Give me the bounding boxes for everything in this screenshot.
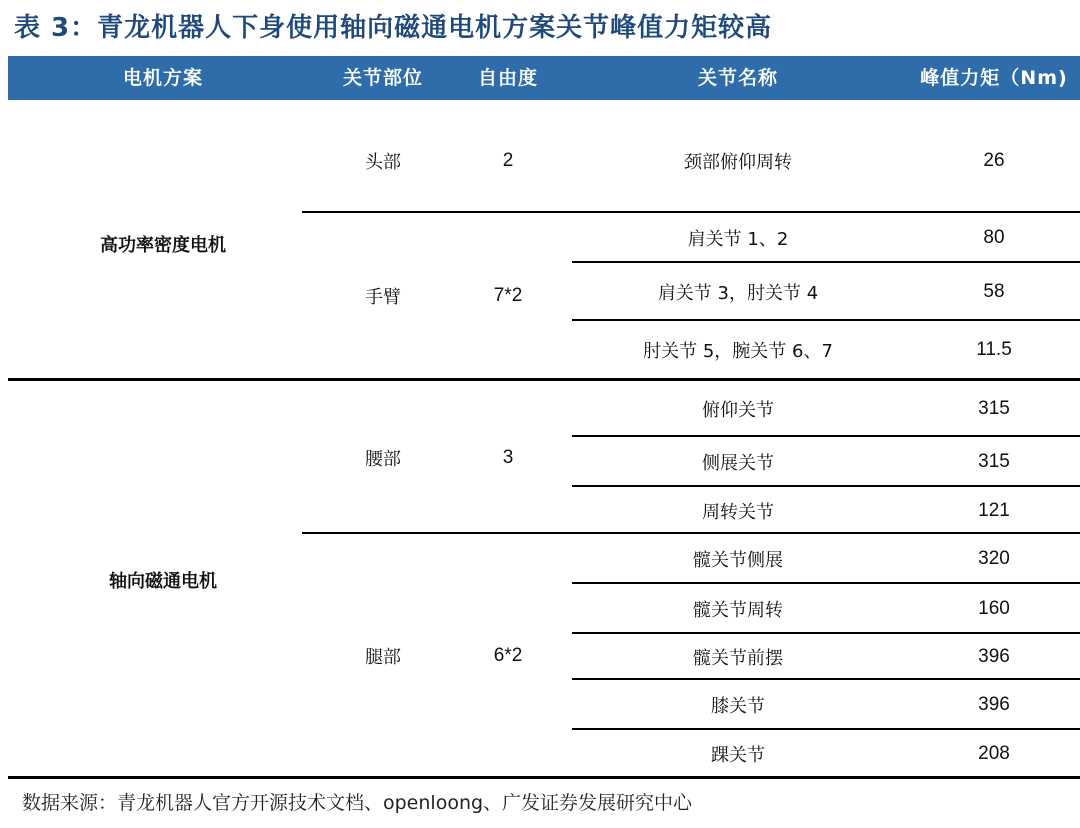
col-header-joint-part: 关节部位 — [342, 67, 423, 89]
row-divider — [572, 319, 1080, 321]
col-header-joint-name: 关节名称 — [697, 67, 778, 89]
dof-head: 2 — [502, 150, 514, 171]
part-leg: 腿部 — [365, 647, 401, 668]
section-divider — [8, 378, 1080, 381]
row-divider — [572, 261, 1080, 263]
table-header — [8, 56, 1080, 100]
joint-name: 周转关节 — [702, 501, 774, 523]
motor-scheme-high-power: 高功率密度电机 — [100, 235, 226, 256]
peak-torque: 11.5 — [976, 339, 1012, 360]
joint-name: 踝关节 — [711, 745, 765, 766]
row-divider — [572, 728, 1080, 730]
dof-waist: 3 — [502, 446, 514, 468]
peak-torque: 58 — [983, 281, 1005, 302]
joint-name: 髋关节前摆 — [693, 648, 783, 669]
joint-name: 侧展关节 — [702, 453, 774, 474]
motor-scheme-axial-flux: 轴向磁通电机 — [109, 570, 217, 592]
part-arm: 手臂 — [365, 287, 401, 308]
joint-name: 髋关节侧展 — [693, 550, 783, 571]
peak-torque: 315 — [978, 451, 1010, 472]
row-divider — [572, 678, 1080, 680]
row-divider — [572, 435, 1080, 437]
table-title: 表 3：青龙机器人下身使用轴向磁通电机方案关节峰值力矩较高 — [14, 13, 773, 43]
peak-torque: 208 — [978, 743, 1010, 764]
col-header-dof: 自由度 — [477, 67, 538, 89]
joint-name: 髋关节周转 — [693, 600, 783, 621]
peak-torque: 121 — [978, 499, 1010, 521]
col-header-peak-torque: 峰值力矩（Nm) — [920, 67, 1068, 89]
joint-name: 肩关节 3，肘关节 4 — [657, 283, 819, 304]
joint-name: 颈部俯仰周转 — [684, 152, 792, 173]
peak-torque: 26 — [983, 150, 1005, 171]
source-note: 数据来源：青龙机器人官方开源技术文档、openloong、广发证券发展研究中心 — [22, 792, 693, 814]
joint-name: 俯仰关节 — [702, 400, 774, 421]
peak-torque: 315 — [978, 398, 1010, 419]
col-header-motor-scheme: 电机方案 — [122, 67, 203, 89]
joint-name: 肘关节 5，腕关节 6、7 — [643, 341, 833, 362]
row-divider — [572, 632, 1080, 634]
peak-torque: 160 — [978, 598, 1010, 619]
part-head: 头部 — [365, 152, 401, 173]
peak-torque: 396 — [978, 646, 1010, 667]
row-divider — [302, 211, 1080, 213]
joint-name: 肩关节 1、2 — [687, 229, 789, 250]
table-bottom-rule — [8, 776, 1080, 779]
peak-torque: 320 — [978, 548, 1010, 569]
part-waist: 腰部 — [365, 448, 401, 470]
peak-torque: 396 — [978, 694, 1010, 715]
dof-leg: 6*2 — [493, 645, 523, 666]
joint-name: 膝关节 — [711, 696, 765, 717]
row-divider — [572, 582, 1080, 584]
row-divider — [572, 485, 1080, 487]
dof-arm: 7*2 — [493, 285, 523, 306]
peak-torque: 80 — [983, 227, 1005, 248]
row-divider — [302, 532, 1080, 534]
